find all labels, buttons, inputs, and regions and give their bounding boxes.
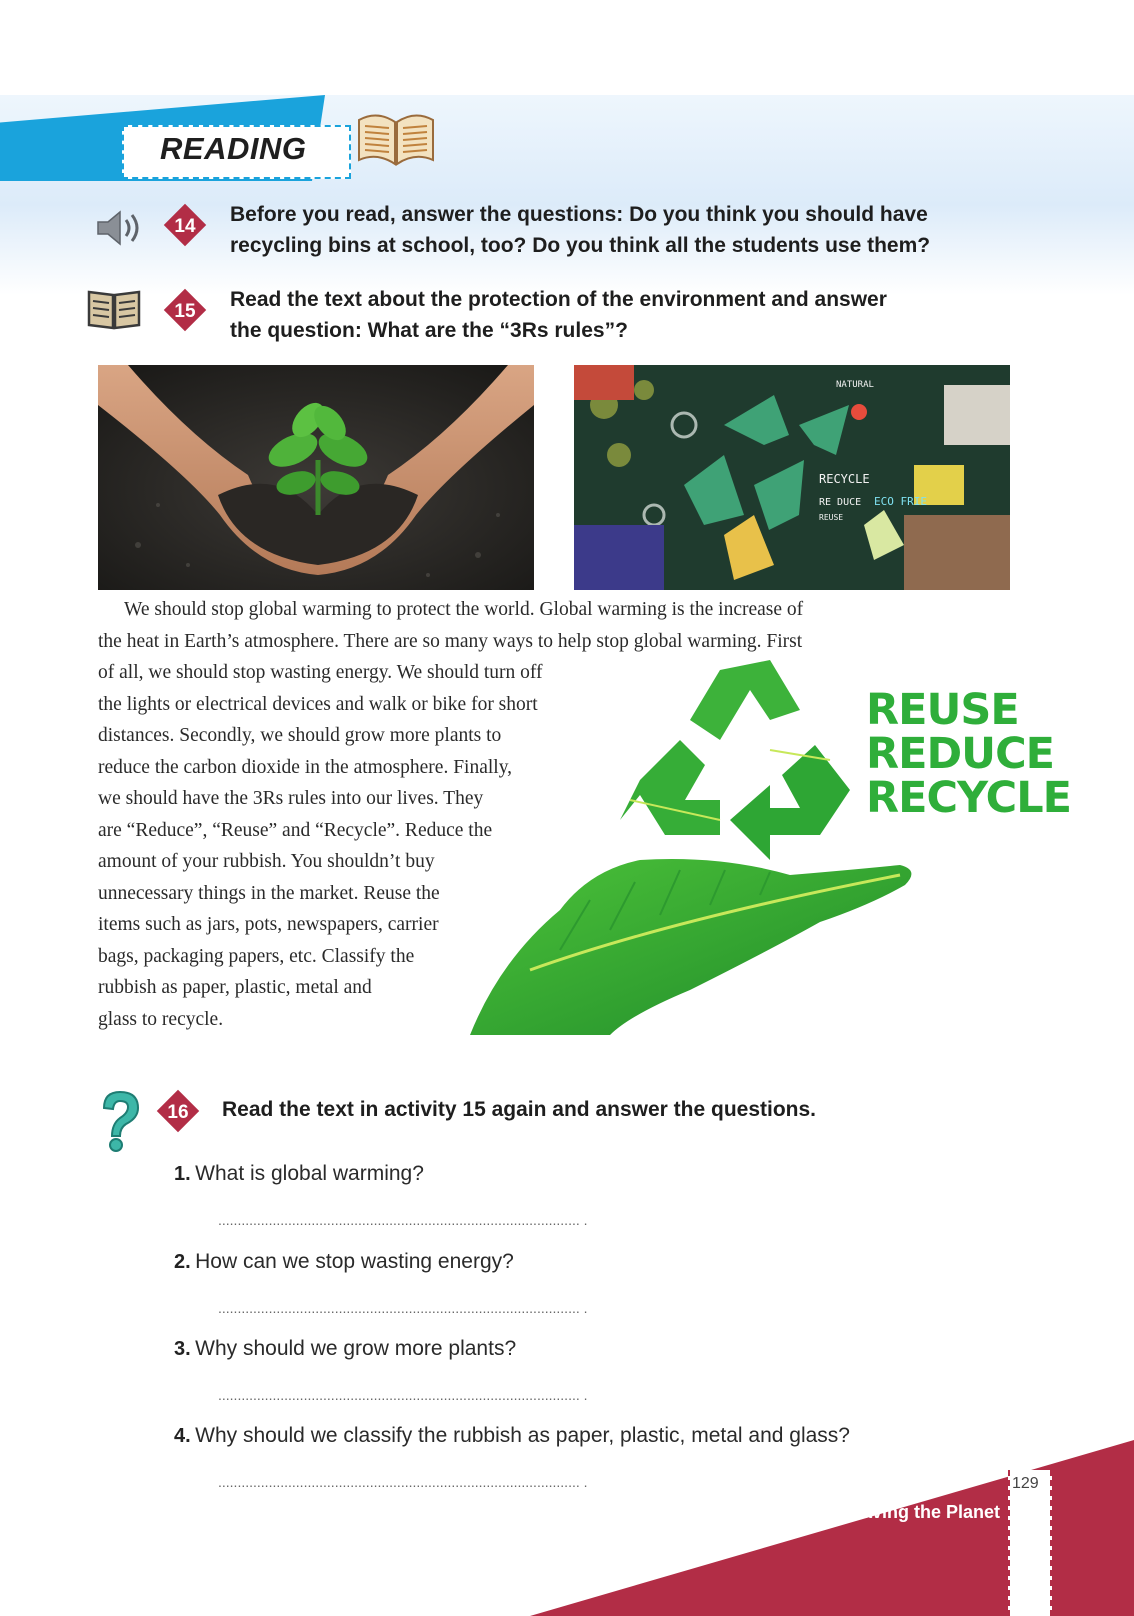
activity-15-instruction (230, 284, 1030, 346)
photo-recycling-chalkboard (574, 365, 1010, 590)
passage-line: reduce the carbon dioxide in the atmosphere. Finally, (98, 756, 513, 778)
passage-line: rubbish as paper, plastic, metal and (98, 977, 372, 998)
photo-label-natural: NATURAL (836, 380, 874, 390)
photo-hands-with-seedling (98, 365, 534, 590)
question-3-number: 3. (174, 1338, 191, 1360)
word-recycle: RECYCLE (866, 773, 1071, 823)
activity-15-badge (162, 287, 208, 333)
page-number: 129 (1012, 1475, 1039, 1492)
activity-15-line-2: the question: What are the “3Rs rules”? (230, 319, 628, 342)
photo-label-reduce: RE DUCE (819, 497, 862, 508)
question-mark-icon (96, 1088, 144, 1157)
activity-14-badge (162, 202, 208, 248)
passage-line: distances. Secondly, we should grow more plants to (98, 725, 502, 746)
question-2 (174, 1250, 514, 1274)
activity-14-line-2: recycling bins at school, too? Do you think all the students use them? (230, 234, 931, 257)
question-4 (174, 1424, 850, 1448)
activity-15-number: 15 (174, 301, 196, 322)
passage-line: are “Reduce”, “Reuse” and “Recycle”. Reduce the (98, 819, 493, 841)
passage-line: bags, packaging papers, etc. Classify the (98, 945, 415, 967)
question-2-number: 2. (174, 1251, 191, 1273)
question-2-text: How can we stop wasting energy? (195, 1250, 514, 1273)
passage-line: We should stop global warming to protect the world. Global warming is the increase of (124, 599, 804, 620)
photo-label-eco: ECO FRIE (874, 495, 927, 508)
passage-line: items such as jars, pots, newspapers, carrier (98, 914, 439, 935)
question-1-number: 1. (174, 1163, 191, 1185)
unit-title: Saving the Planet (850, 1502, 1001, 1522)
activity-14-instruction (230, 199, 1050, 261)
passage-line: the lights or electrical devices and walk or bike for short (98, 693, 538, 715)
passage-line: the heat in Earth’s atmosphere. There are so many ways to help stop global warming. First (98, 630, 803, 652)
passage-line: of all, we should stop wasting energy. We should turn off (98, 662, 543, 683)
speaker-icon[interactable] (94, 208, 146, 253)
answer-line-2[interactable]: ............................................................................................. . (218, 1300, 588, 1316)
section-title: READING (160, 131, 307, 166)
answer-line-1[interactable]: ............................................................................................. . (218, 1212, 588, 1228)
activity-14-line-1: Before you read, answer the questions: Do you think you should have (230, 203, 928, 226)
activity-15-line-1: Read the text about the protection of the environment and answer (230, 288, 887, 311)
question-4-text: Why should we classify the rubbish as paper, plastic, metal and glass? (195, 1424, 850, 1447)
activity-14-number: 14 (174, 216, 196, 237)
answer-line-4[interactable]: ............................................................................................. . (218, 1474, 588, 1490)
word-reduce: REDUCE (866, 729, 1055, 779)
word-reuse: REUSE (866, 685, 1019, 735)
passage-line: we should have the 3Rs rules into our lives. They (98, 788, 484, 809)
question-3 (174, 1337, 516, 1361)
question-1-text: What is global warming? (195, 1162, 424, 1185)
activity-16-instruction: Read the text in activity 15 again and answer the questions. (222, 1098, 816, 1121)
photo-label-recycle: RECYCLE (819, 472, 870, 486)
question-1 (174, 1162, 424, 1186)
question-4-number: 4. (174, 1425, 191, 1447)
passage-line: glass to recycle. (98, 1008, 224, 1030)
passage-line: amount of your rubbish. You shouldn’t buy (98, 851, 435, 872)
open-book-icon (86, 288, 142, 335)
reading-passage (98, 594, 958, 1035)
open-book-illustration-icon (355, 108, 437, 173)
answer-line-3[interactable]: ............................................................................................. . (218, 1387, 588, 1403)
question-3-text: Why should we grow more plants? (195, 1337, 517, 1360)
activity-16-number: 16 (167, 1102, 189, 1123)
activity-16-badge (155, 1088, 201, 1134)
passage-line: unnecessary things in the market. Reuse the (98, 882, 440, 904)
photo-label-reuse: REUSE (819, 513, 844, 522)
